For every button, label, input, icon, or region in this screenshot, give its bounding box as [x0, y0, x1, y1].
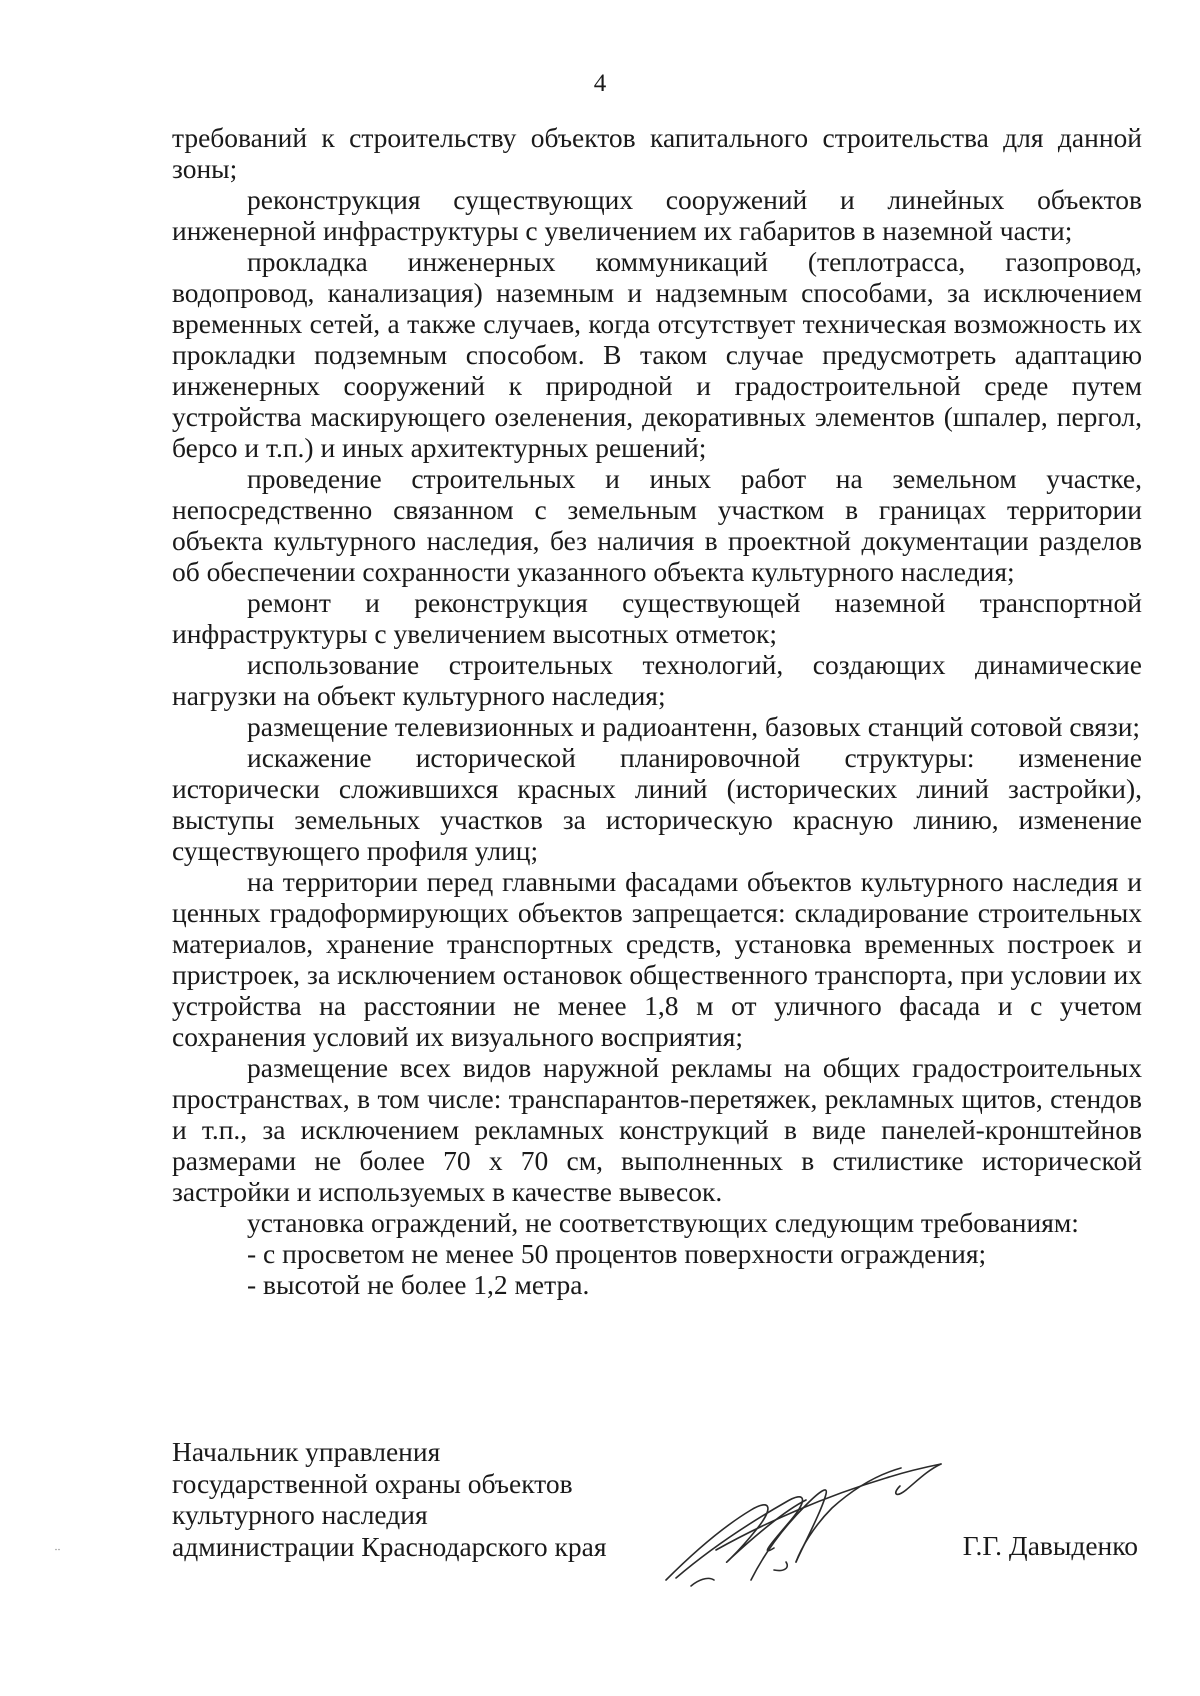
page-number: 4: [593, 70, 607, 97]
paragraph: размещение всех видов наружной рекламы на общих градостроительных пространствах, в том числе: транспарантов-перетяжек, рекламных щитов, стендов и т.п., за исключением рекламных конструкций в виде панелей-кронштейнов размерами не более 70 х 70 см, выполненных в стилистике исторической застройки и используемых в качестве вывесок.: [172, 1052, 1142, 1207]
paragraph: реконструкция существующих сооружений и линейных объектов инженерной инфраструктуры с увеличением их габаритов в наземной части;: [172, 184, 1142, 246]
paragraph: требований к строительству объектов капитального строительства для данной зоны;: [172, 122, 1142, 184]
paragraph: - высотой не более 1,2 метра.: [247, 1269, 590, 1300]
handwritten-signature: [656, 1430, 946, 1600]
paragraph: прокладка инженерных коммуникаций (теплотрасса, газопровод, водопровод, канализация) наземным и надземным способами, за исключением временных сетей, а также случаев, когда отсутствует техническая возможность их прокладки подземным способом. В таком случае предусмотреть адаптацию инженерных сооружений к природной и градостроительной среде путем устройства маскирующего озеленения, декоративных элементов (шпалер, пергол, берсо и т.п.) и иных архитектурных решений;: [172, 246, 1142, 463]
position-line: Начальник управления: [172, 1436, 441, 1467]
paragraph: использование строительных технологий, создающих динамические нагрузки на объект культурного наследия;: [172, 649, 1142, 711]
position-line: государственной охраны объектов: [172, 1467, 573, 1499]
margin-mark: [55, 1548, 61, 1551]
paragraph: ремонт и реконструкция существующей наземной транспортной инфраструктуры с увеличением высотных отметок;: [172, 587, 1142, 649]
paragraph: - с просветом не менее 50 процентов поверхности ограждения;: [247, 1238, 987, 1269]
paragraph: проведение строительных и иных работ на земельном участке, непосредственно связанном с земельным участком в границах территории объекта культурного наследия, без наличия в проектной документации разделов об обеспечении сохранности указанного объекта культурного наследия;: [172, 463, 1142, 587]
position-line: администрации Краснодарского края: [172, 1530, 607, 1562]
paragraph: размещение телевизионных и радиоантенн, базовых станций сотовой связи;: [247, 711, 1141, 742]
paragraph: искажение исторической планировочной структуры: изменение исторически сложившихся красных линий (исторических линий застройки), выступы земельных участков за историческую красную линию, изменение существующего профиля улиц;: [172, 742, 1142, 866]
document-body: [172, 122, 1142, 1300]
paragraph: установка ограждений, не соответствующих следующим требованиям:: [247, 1207, 1079, 1238]
position-title: [172, 1436, 607, 1562]
paragraph: на территории перед главными фасадами объектов культурного наследия и ценных градоформирующих объектов запрещается: складирование строительных материалов, хранение транспортных средств, установка временных построек и пристроек, за исключением остановок общественного транспорта, при условии их устройства на расстоянии не менее 1,8 м от уличного фасада и с учетом сохранения условий их визуального восприятия;: [172, 866, 1142, 1052]
signatory-name: Г.Г. Давыденко: [962, 1530, 1138, 1561]
position-line: культурного наследия: [172, 1499, 428, 1530]
signature-block: [172, 1436, 1142, 1596]
